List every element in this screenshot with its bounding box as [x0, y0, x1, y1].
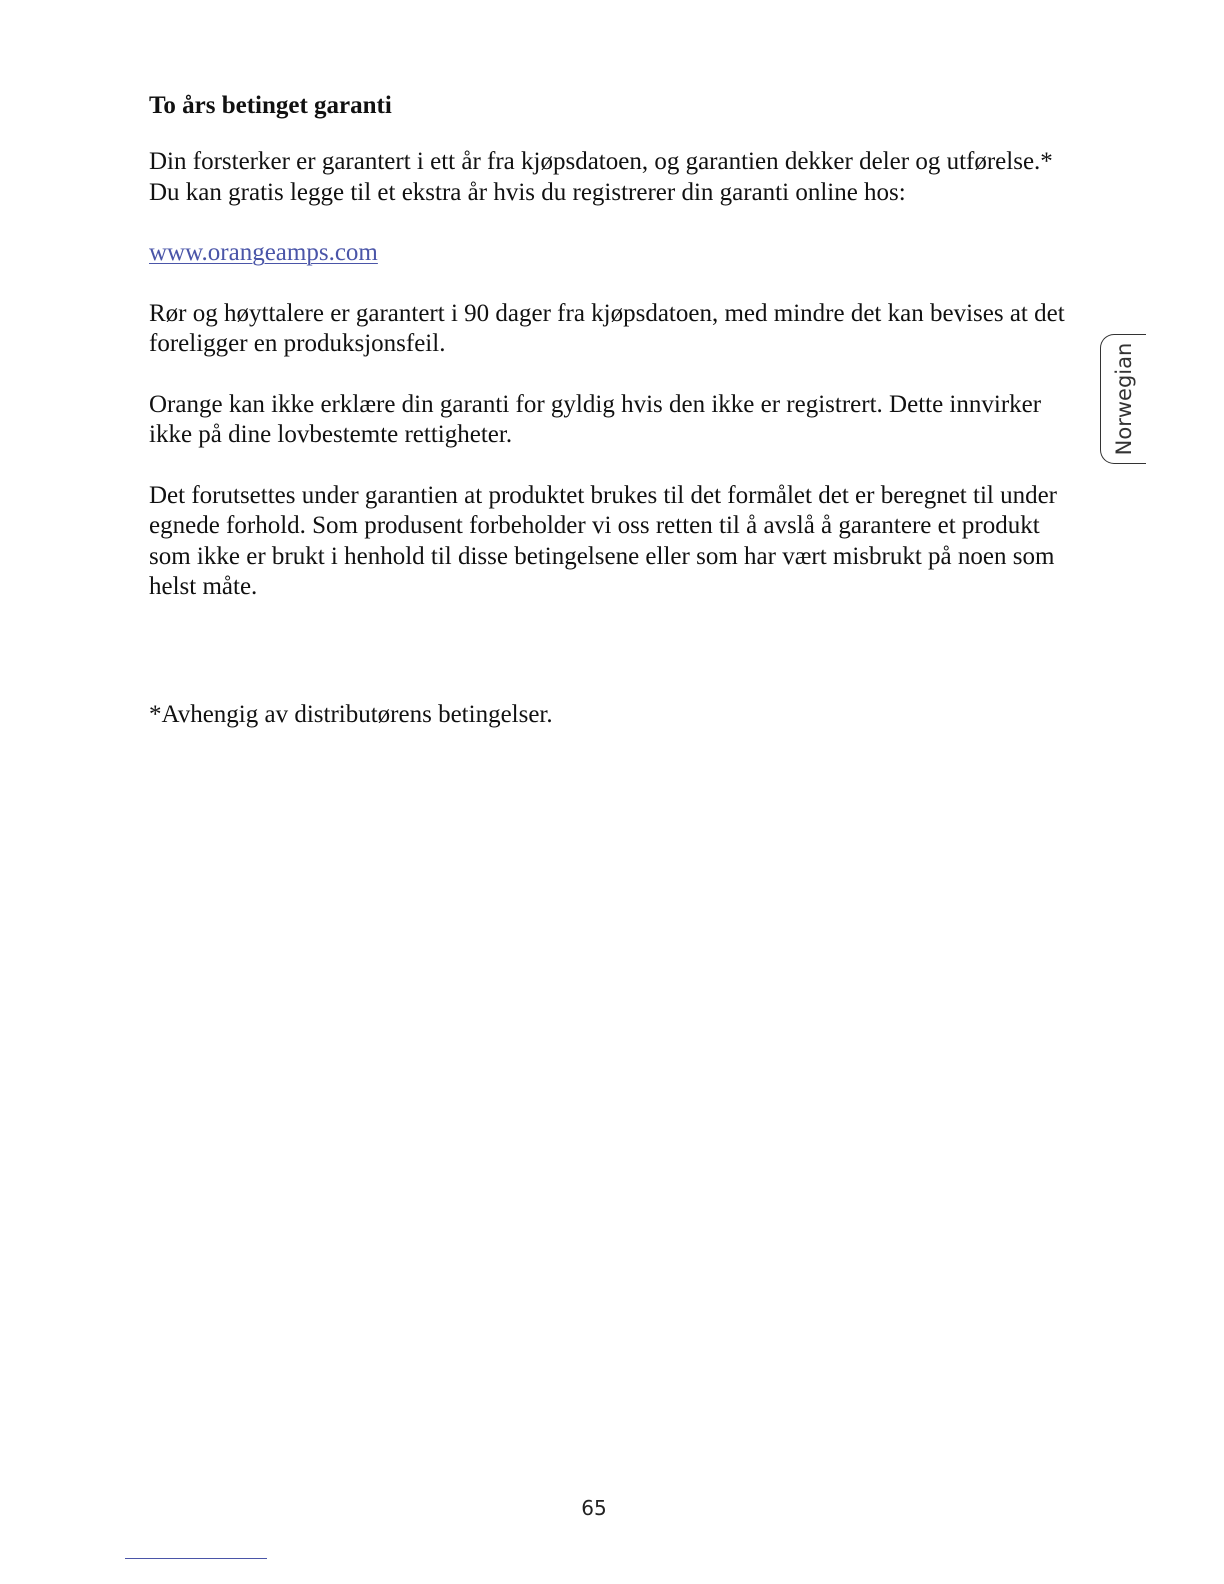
language-tab: [1100, 334, 1146, 464]
website-link[interactable]: www.orangeamps.com: [149, 239, 378, 266]
paragraph-conditions: Det forutsettes under garantien at produktet brukes til det formålet det er beregnet til under egnede forhold. Som produsent forbeholder vi oss retten til å avslå å garantere et produkt som ikke er brukt i henhold til disse betingelsene eller som har vært misbrukt på noen som helst måte.: [149, 481, 1058, 600]
paragraph-registration: Orange kan ikke erklære din garanti for gyldig hvis den ikke er registrert. Dette innvirker ikke på dine lovbestemte rettigheter.: [149, 390, 1042, 448]
page-number: 65: [581, 1496, 607, 1520]
footnote: *Avhengig av distributørens betingelser.: [149, 701, 553, 728]
warranty-section: [149, 88, 1069, 633]
section-heading: To års betinget garanti: [149, 92, 392, 119]
footer-divider: [125, 1558, 267, 1559]
paragraph-warranty-terms: Din forsterker er garantert i ett år fra kjøpsdatoen, og garantien dekker deler og utførelse.* Du kan gratis legge til et ekstra år hvis du registrerer din garanti online hos:: [149, 148, 1053, 206]
paragraph-tubes-speakers: Rør og høyttalere er garantert i 90 dager fra kjøpsdatoen, med mindre det kan bevises at det foreligger en produksjonsfeil.: [149, 299, 1065, 357]
language-tab-label: Norwegian: [1111, 342, 1136, 456]
